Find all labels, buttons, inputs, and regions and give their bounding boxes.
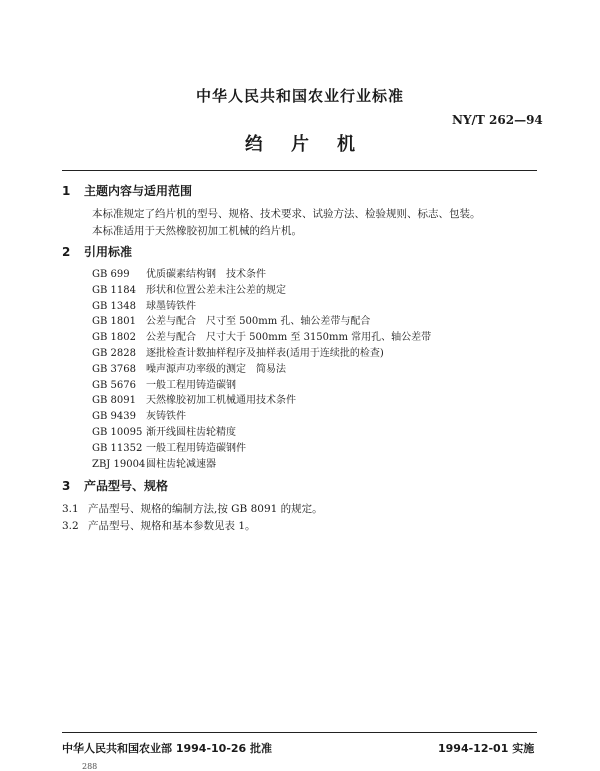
reference-item — [92, 441, 431, 457]
section-number: 1 — [62, 184, 71, 198]
header-organization: 中华人民共和国农业行业标准 — [195, 87, 404, 105]
reference-name: 优质碳素结构钢 技术条件 — [146, 269, 266, 280]
subsection-text: 产品型号、规格和基本参数见表 1。 — [88, 520, 256, 532]
reference-name: 公差与配合 尺寸大于 500mm 至 3150mm 常用孔、轴公差带 — [146, 332, 432, 344]
reference-code: ZBJ 19004 — [92, 458, 146, 470]
section-2-heading — [62, 243, 132, 260]
reference-code: GB 1801 — [92, 316, 136, 328]
reference-code: GB 1802 — [92, 332, 136, 344]
reference-code: GB 10095 — [92, 426, 143, 438]
section-number: 3 — [62, 479, 71, 493]
section-title: 主题内容与适用范围 — [84, 184, 193, 198]
reference-name: 一般工程用铸造碳钢 — [146, 379, 236, 391]
reference-code: GB 5676 — [92, 379, 136, 391]
reference-code: GB 2828 — [92, 347, 136, 359]
reference-item — [92, 362, 431, 378]
section-title: 产品型号、规格 — [84, 479, 169, 493]
subsection-3-1 — [62, 501, 323, 516]
reference-code: GB 699 — [92, 269, 130, 280]
subsection-number: 3.1 — [62, 503, 79, 515]
standard-number: NY/T 262—94 — [452, 113, 543, 127]
reference-name: 灰铸铁件 — [146, 411, 186, 423]
reference-code: GB 8091 — [92, 395, 136, 407]
reference-name: 逐批检查计数抽样程序及抽样表(适用于连续批的检查) — [146, 347, 384, 359]
reference-name: 噪声源声功率级的测定 简易法 — [146, 363, 286, 375]
reference-name: 圆柱齿轮减速器 — [146, 458, 216, 470]
reference-item — [92, 314, 431, 330]
reference-item — [92, 378, 431, 394]
document-title: 绉片机 — [245, 134, 383, 155]
reference-name: 公差与配合 尺寸至 500mm 孔、轴公差带与配合 — [146, 316, 371, 328]
page-number: 288 — [82, 762, 98, 771]
approval-line: 中华人民共和国农业部 1994-10-26 批准 — [62, 742, 273, 755]
reference-item — [92, 457, 431, 473]
reference-item — [92, 393, 431, 409]
reference-item — [92, 267, 431, 283]
reference-code: GB 1348 — [92, 300, 136, 312]
section-3-heading — [62, 477, 168, 494]
reference-name: 一般工程用铸造碳钢件 — [146, 442, 246, 454]
implementation-date: 1994-12-01 实施 — [438, 742, 535, 755]
section-title: 引用标准 — [84, 245, 133, 259]
reference-name: 天然橡胶初加工机械通用技术条件 — [146, 395, 296, 407]
reference-code: GB 11352 — [92, 442, 143, 454]
section-number: 2 — [62, 245, 71, 259]
header-divider — [62, 170, 537, 171]
section-1-paragraph-1: 本标准规定了绉片机的型号、规格、技术要求、试验方法、检验规则、标志、包装。 — [92, 208, 481, 220]
reference-list — [92, 267, 431, 472]
section-1-paragraph-2: 本标准适用于天然橡胶初加工机械的绉片机。 — [92, 225, 302, 237]
section-1-heading — [62, 182, 192, 199]
reference-item — [92, 330, 431, 346]
reference-item — [92, 409, 431, 425]
reference-code: GB 3768 — [92, 363, 136, 375]
footer-divider — [62, 732, 537, 733]
subsection-text: 产品型号、规格的编制方法,按 GB 8091 的规定。 — [88, 503, 323, 515]
reference-item — [92, 299, 431, 315]
reference-item — [92, 346, 431, 362]
reference-item — [92, 283, 431, 299]
reference-code: GB 9439 — [92, 411, 136, 423]
reference-name: 形状和位置公差未注公差的规定 — [146, 284, 286, 296]
reference-item — [92, 425, 431, 441]
subsection-3-2 — [62, 518, 256, 533]
reference-name: 球墨铸铁件 — [146, 300, 196, 312]
reference-code: GB 1184 — [92, 284, 136, 296]
subsection-number: 3.2 — [62, 520, 79, 532]
reference-name: 渐开线圆柱齿轮精度 — [146, 426, 236, 438]
